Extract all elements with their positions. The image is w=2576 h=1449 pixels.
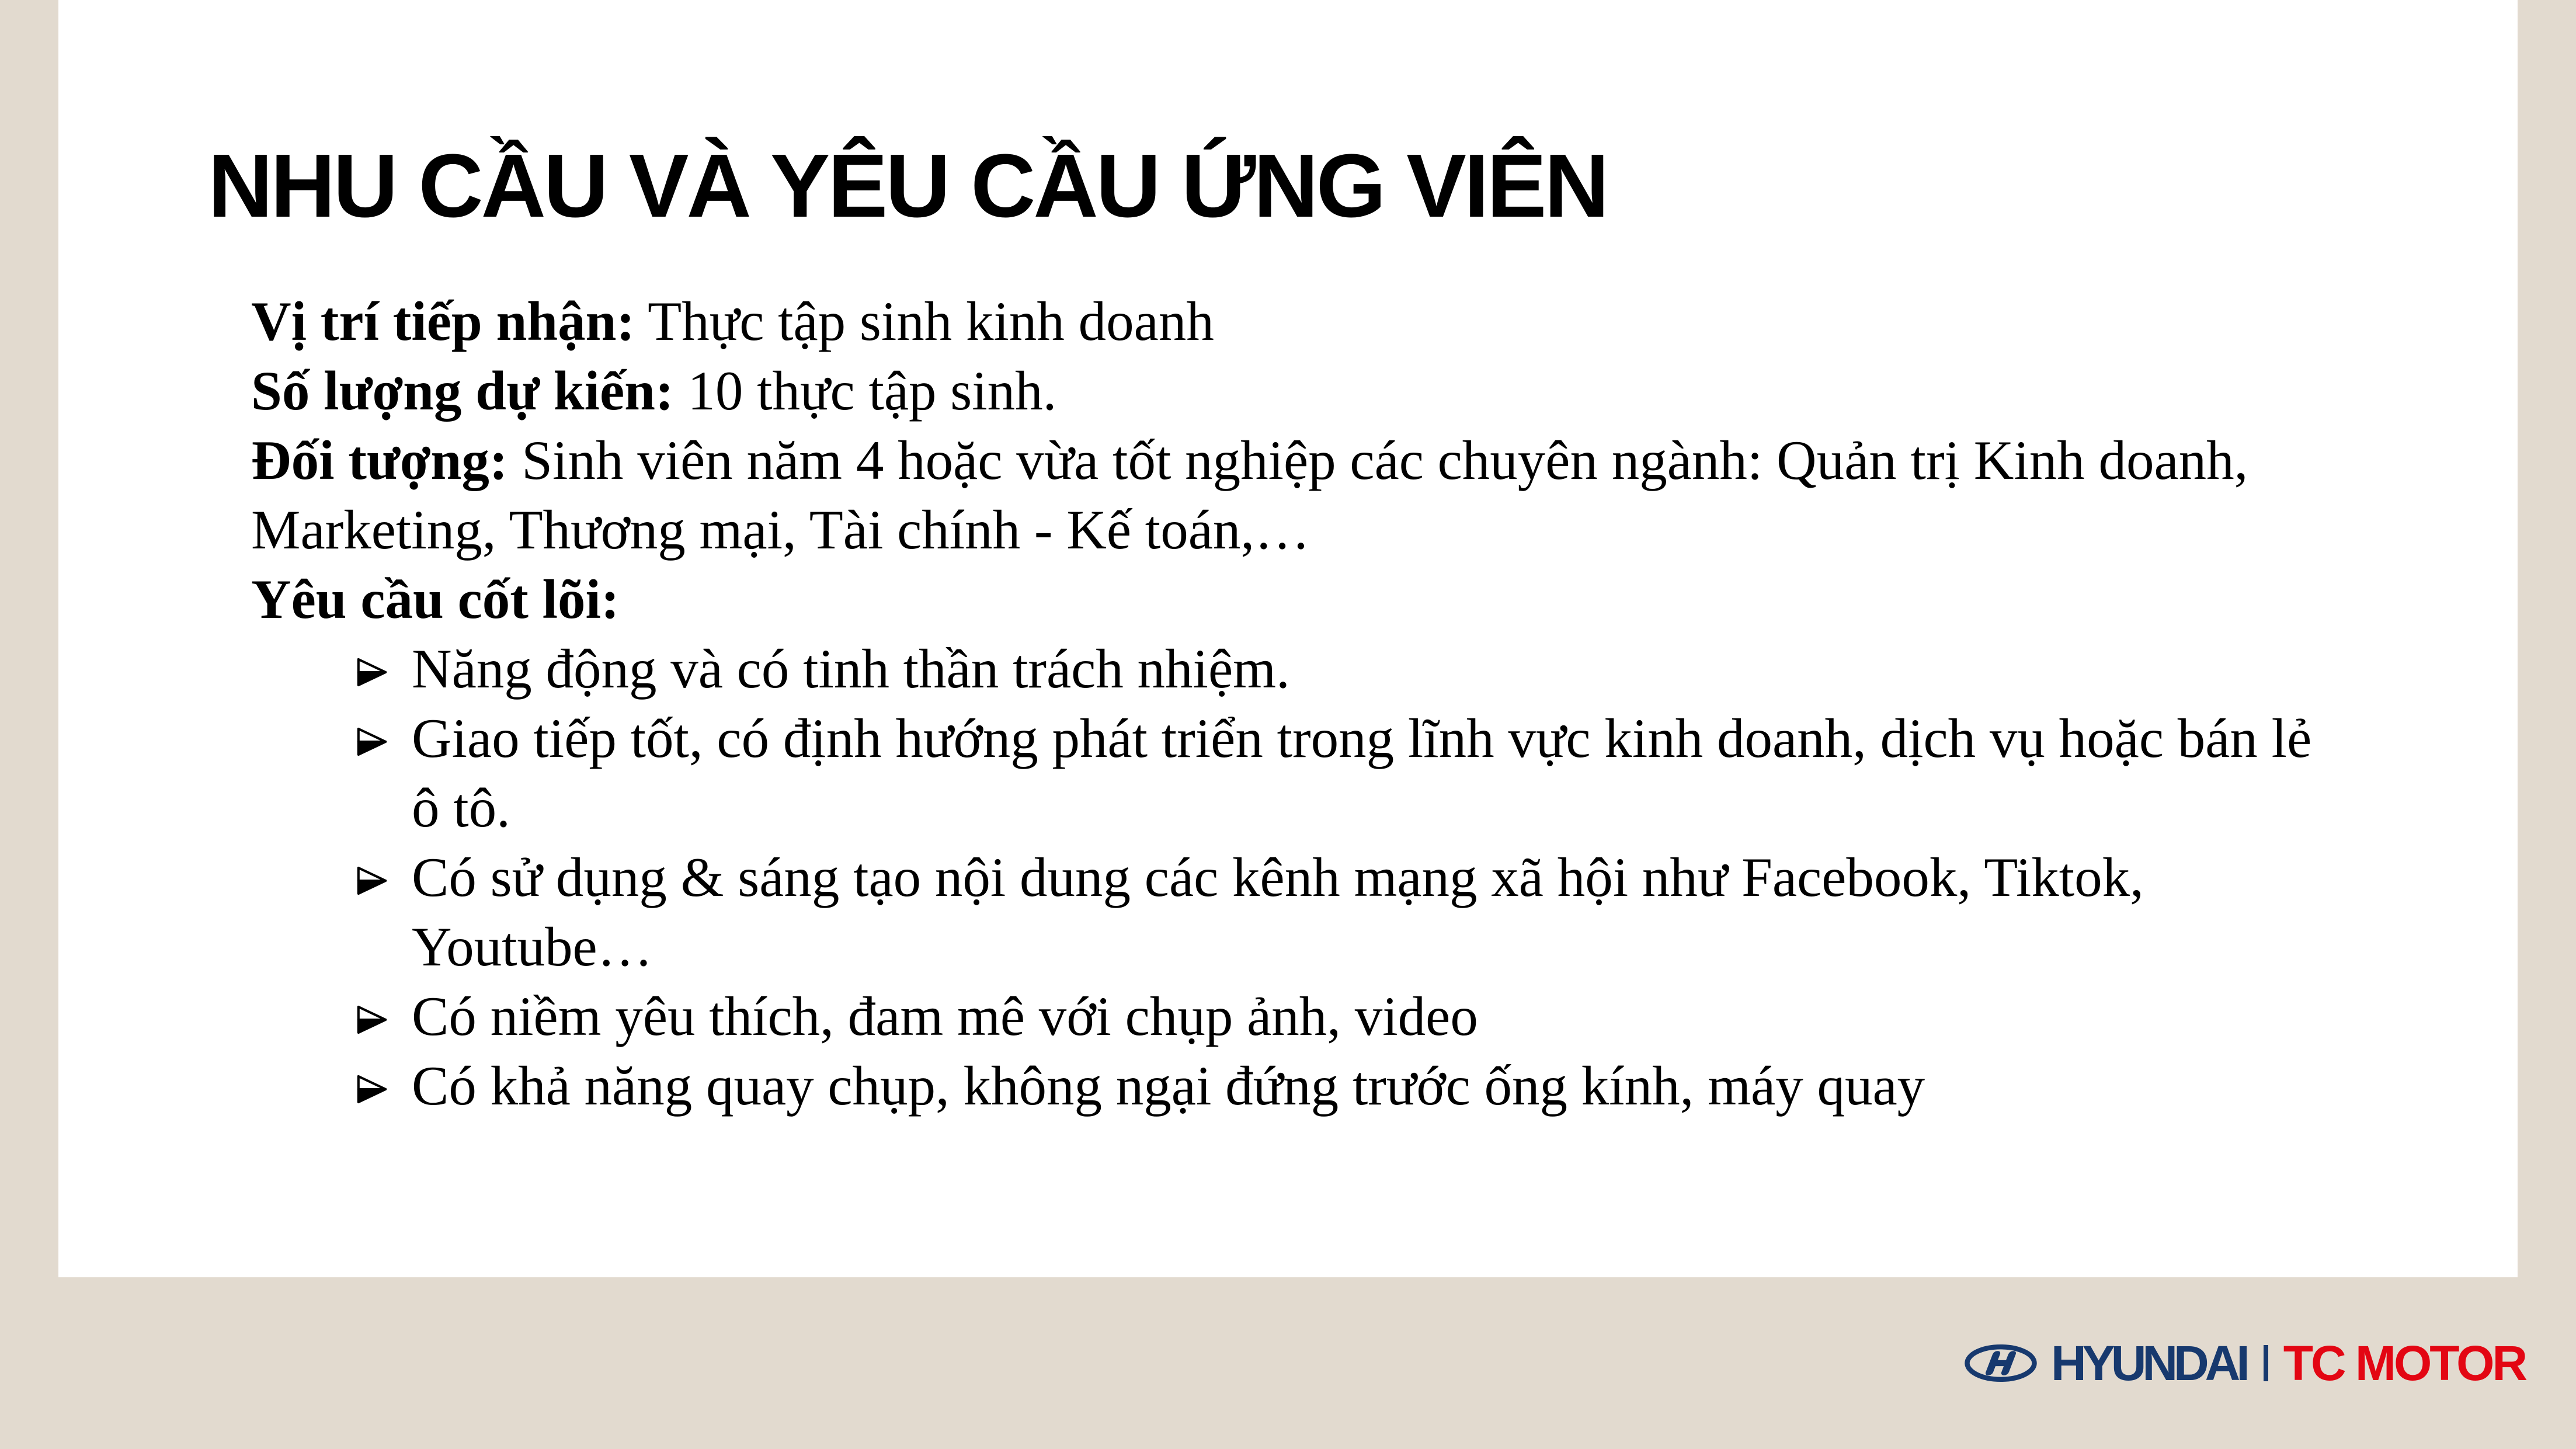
paragraph-label: Yêu cầu cốt lõi: [251, 568, 620, 630]
arrowhead-bullet-icon [355, 725, 389, 759]
paragraph-text: 10 thực tập sinh. [687, 360, 1057, 422]
paragraph-core-requirements [251, 565, 2529, 634]
paragraph-target [251, 426, 2529, 495]
brand-divider [2264, 1345, 2268, 1381]
paragraph-text: Sinh viên năm 4 hoặc vừa tốt nghiệp các chuyên ngành: Quản trị Kinh doanh, [522, 429, 2248, 491]
bullet-line: Có khả năng quay chụp, không ngại đứng trước ống kính, máy quay [412, 1055, 1925, 1117]
arrowhead-bullet-icon [355, 1072, 389, 1106]
bullet-line: Có niềm yêu thích, đam mê với chụp ảnh, video [412, 985, 1478, 1047]
hyundai-tcmotor-brand [1962, 1336, 2526, 1391]
arrowhead-bullet-icon [355, 655, 389, 689]
bullet-line: Có sử dụng & sáng tạo nội dung các kênh mạng xã hội như Facebook, Tiktok, [412, 846, 2144, 908]
tcmotor-wordmark: TC MOTOR [2283, 1336, 2526, 1391]
hyundai-logo-icon [1962, 1343, 2039, 1384]
paragraph-label: Số lượng dự kiến: [251, 360, 674, 422]
list-item [251, 982, 2529, 1051]
list-item [251, 634, 2529, 704]
bullet-line-continuation: ô tô. [412, 777, 510, 839]
body-text-block [251, 287, 2529, 1121]
paragraph-label: Đối tượng: [251, 429, 508, 491]
list-item [251, 843, 2529, 982]
arrowhead-bullet-icon [355, 1003, 389, 1037]
arrowhead-bullet-icon [355, 864, 389, 898]
list-item [251, 1051, 2529, 1121]
paragraph-quantity [251, 356, 2529, 426]
content-panel [58, 0, 2518, 1277]
hyundai-wordmark: HYUNDAI [2051, 1336, 2246, 1391]
bullet-line-continuation: Youtube… [412, 916, 653, 978]
paragraph-target-continuation: Marketing, Thương mại, Tài chính - Kế toán,… [251, 499, 1310, 561]
slide-title: NHU CẦU VÀ YÊU CẦU ỨNG VIÊN [208, 135, 1607, 236]
requirements-list [251, 634, 2529, 1121]
paragraph-position [251, 287, 2529, 356]
paragraph-label: Vị trí tiếp nhận: [251, 290, 635, 352]
bullet-line: Năng động và có tinh thần trách nhiệm. [412, 638, 1290, 700]
list-item [251, 704, 2529, 843]
paragraph-text: Thực tập sinh kinh doanh [648, 290, 1214, 352]
bullet-line: Giao tiếp tốt, có định hướng phát triển trong lĩnh vực kinh doanh, dịch vụ hoặc bán lẻ [412, 707, 2312, 769]
